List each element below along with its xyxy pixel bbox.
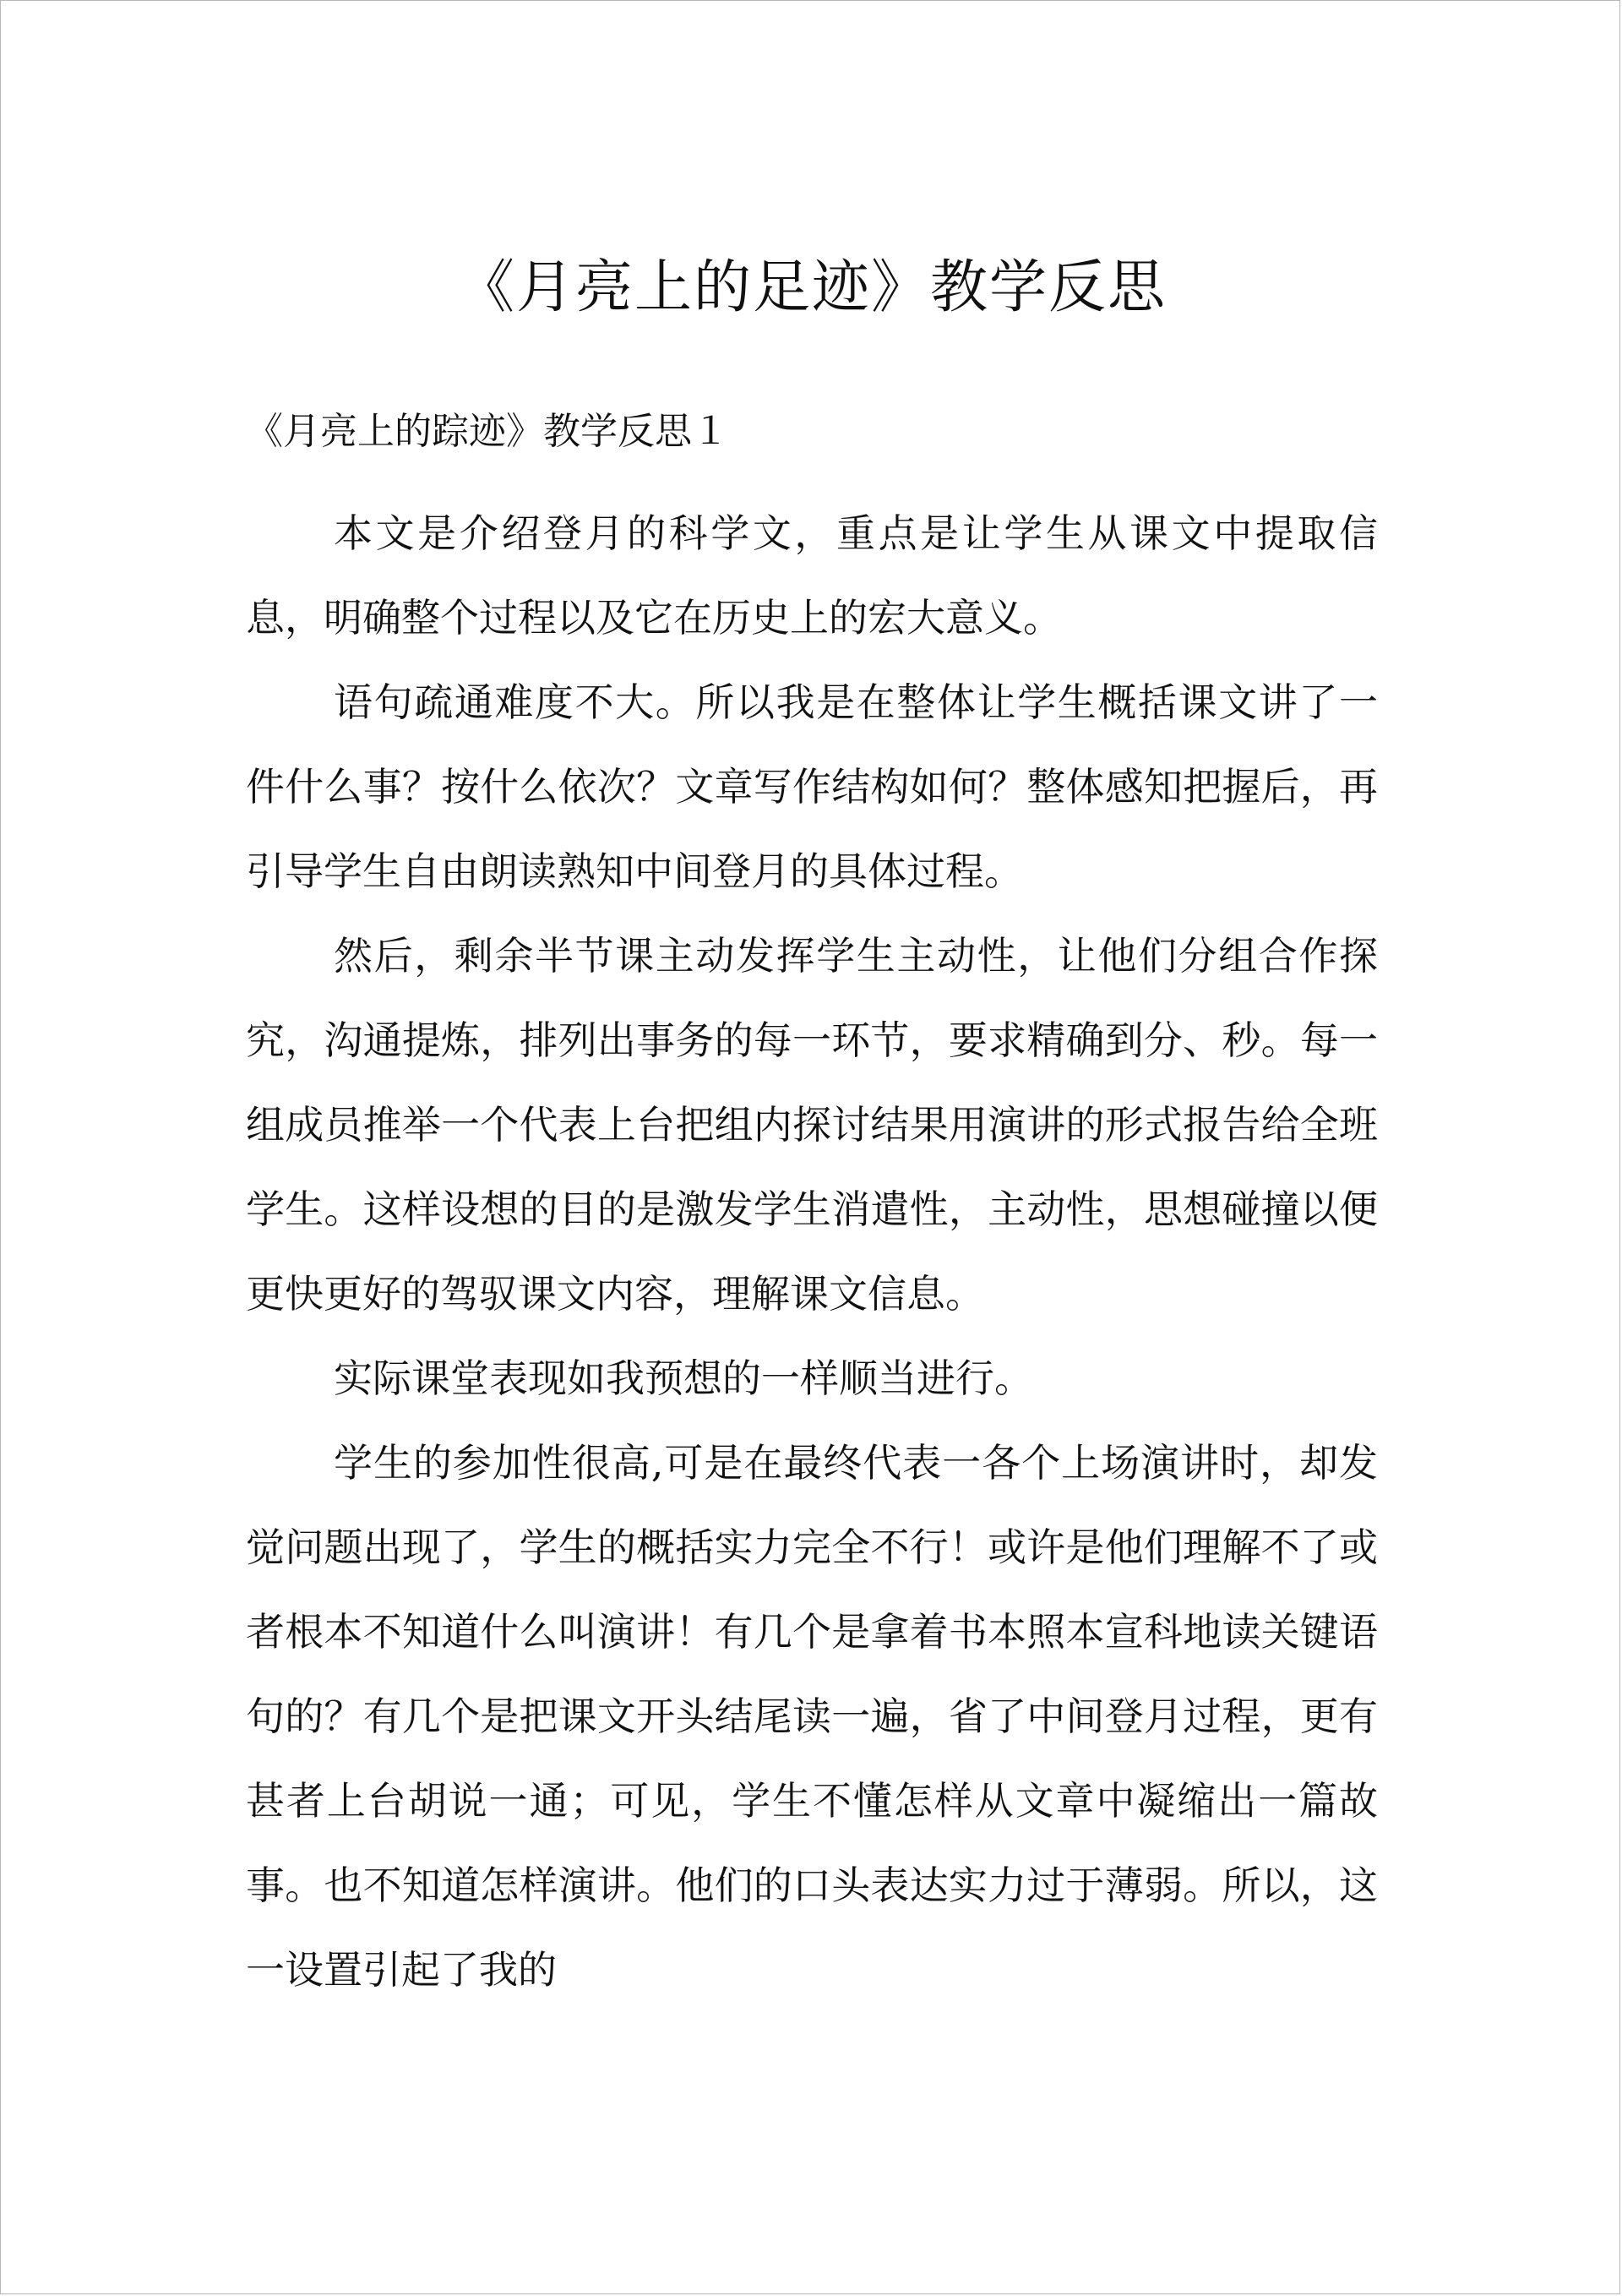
paragraph: 本文是介绍登月的科学文，重点是让学生从课文中提取信息，明确整个过程以及它在历史上的宏大意义。 (246, 510, 1378, 641)
document-body (246, 491, 1378, 2012)
document-title: 《月亮上的足迹》教学反思 (456, 254, 1167, 321)
paragraph: 学生的参加性很高,可是在最终代表一各个上场演讲时，却发觉问题出现了，学生的概括实力完全不行！或许是他们理解不了或者根本不知道什么叫演讲！有几个是拿着书本照本宣科地读关键语句的？有几个是把课文开头结尾读一遍，省了中间登月过程，更有甚者上台胡说一通；可见，学生不懂怎样从文章中凝缩出一篇故事。也不知道怎样演讲。他们的口头表达实力过于薄弱。所以，这一设置引起了我的 (246, 1440, 1378, 1993)
paragraph: 然后，剩余半节课主动发挥学生主动性，让他们分组合作探究，沟通提炼，排列出事务的每一环节，要求精确到分、秒。每一组成员推举一个代表上台把组内探讨结果用演讲的形式报告给全班学生。这样设想的目的是激发学生消遣性，主动性，思想碰撞以便更快更好的驾驭课文内容，理解课文信息。 (246, 933, 1378, 1317)
paragraph: 语句疏通难度不大。所以我是在整体让学生概括课文讲了一件什么事？按什么依次？文章写作结构如何？整体感知把握后，再引导学生自由朗读熟知中间登月的具体过程。 (246, 679, 1378, 894)
paragraph: 实际课堂表现如我预想的一样顺当进行。 (334, 1355, 1033, 1401)
section-heading: 《月亮上的踪迹》教学反思１ (246, 410, 729, 453)
